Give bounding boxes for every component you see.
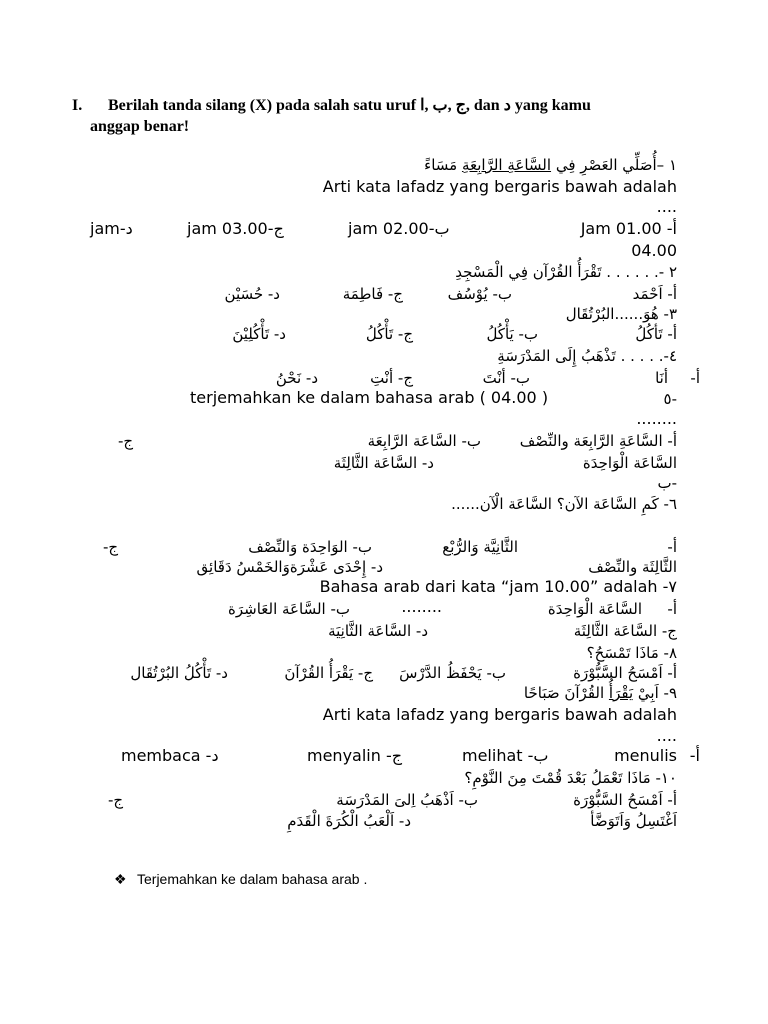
q10-option-d: د- اَلْعَبُ الْكُرَةَ الْقَدَمِ bbox=[287, 812, 411, 830]
q1-option-b: jam 02.00-ب bbox=[348, 219, 450, 238]
q5-number: -٥ bbox=[663, 390, 677, 408]
q5-dots: ........ bbox=[636, 409, 677, 428]
q6-option-c-continued: الثَّالِثَة والنِّصْف bbox=[588, 558, 677, 576]
q2-option-a: أ- اَحْمَد bbox=[632, 285, 677, 303]
q7-option-b: ب- السَّاعَة العَاشِرَة bbox=[228, 600, 350, 618]
q1-underlined: السَّاعَةِ الرَّابِعَةِ bbox=[461, 156, 552, 174]
q4-option-b: ب- أنْتَ bbox=[482, 369, 530, 387]
q4-option-c: ج- أنْتِ bbox=[370, 369, 413, 387]
q9-option-b: melihat -ب bbox=[462, 746, 549, 765]
q7-text: Bahasa arab dari kata “jam 10.00” adalah -٧ bbox=[319, 577, 677, 596]
q2-option-c: ج- فَاطِمَة bbox=[342, 285, 403, 303]
q1-suffix: مَسَاءً bbox=[424, 156, 462, 174]
q8-option-a: أ- اَمْسَحُ السَّبُّوْرَة bbox=[573, 664, 677, 682]
q1-option-d: jam-د bbox=[90, 219, 133, 238]
q7-dots: ........ bbox=[401, 597, 442, 616]
q5-option-c: -ج bbox=[118, 432, 134, 450]
q1-dots: .... bbox=[656, 197, 677, 216]
q5-option-a: أ- السَّاعَةِ الرَّابِعَة والنِّصْف bbox=[519, 432, 677, 450]
q10-option-a: أ- اَمْسَحُ السَّبُّوْرَة bbox=[573, 791, 677, 809]
instruction-line-2: anggap benar! bbox=[90, 118, 190, 135]
footer-instruction: Terjemahkan ke dalam bahasa arab . bbox=[137, 871, 368, 887]
q1-option-c: jam 03.00-ج bbox=[187, 219, 284, 238]
q5-option-b: ب- السَّاعَة الرَّابِعَة bbox=[367, 432, 481, 450]
q1-prefix: ١ –أُصَلِّي العَصْرِ فِي bbox=[551, 156, 677, 174]
q10-option-c-continued: اَغْتَسِلُ وَاَتَوَضَّأ bbox=[590, 812, 677, 830]
q1-option-a: Jam 01.00 -أ bbox=[580, 219, 677, 238]
q10-option-c: -ج bbox=[108, 791, 124, 809]
instruction-line-1: Berilah tanda silang (X) pada salah satu uruf ج ,ب ,ا, dan د yang kamu bbox=[108, 97, 591, 114]
q4-marker: أ- bbox=[690, 369, 700, 387]
q9-prefix: ٩- اَبِيْ bbox=[633, 684, 677, 702]
q4-text: ٤-. . . . . تَذْهَبُ إِلَى المَدْرَسَةِ bbox=[497, 347, 677, 365]
q5-option-c-continued: السَّاعَة الْوَاحِدَة bbox=[582, 454, 677, 472]
q8-option-b: ب- يَحْفَظُ الدَّرْسَ bbox=[399, 664, 506, 682]
q3-text: ٣- هُوَ......البُرْتُقَال bbox=[565, 305, 677, 323]
q2-option-d: د- حُسَيْن bbox=[224, 285, 280, 303]
q7-option-d: د- السَّاعَة الثَّانِيَة bbox=[328, 622, 428, 640]
q6-option-c: -ج bbox=[103, 538, 119, 556]
q9-dots: .... bbox=[656, 726, 677, 745]
q9-suffix: القُرْآنَ صَبَاحًا bbox=[523, 684, 609, 702]
q9-option-d: membaca -د bbox=[121, 746, 219, 765]
q3-option-c: ج- تَأْكُلُ bbox=[365, 325, 413, 343]
q5-option-b-marker: -ب bbox=[657, 474, 677, 492]
footer-bullet-icon: ❖ bbox=[114, 871, 127, 887]
q5-option-d: د- السَّاعَة الثَّالِثَة bbox=[333, 454, 434, 472]
q4-option-d: د- نَحْنُ bbox=[275, 369, 318, 387]
q9-option-a: menulis bbox=[614, 746, 677, 765]
q6-option-a-marker: أ- bbox=[667, 538, 677, 556]
q10-option-b: ب- اَذْهَبُ اِلىَ المَدْرَسَة bbox=[336, 791, 478, 809]
q6-option-a: الثَّانِيَّة وَالرُّبْع bbox=[442, 538, 518, 556]
q1-option-d-continued: 04.00 bbox=[631, 241, 677, 260]
q5-text: terjemahkan ke dalam bahasa arab ( 04.00 ) bbox=[190, 388, 549, 407]
q6-text: ٦- كَمِ السَّاعَة الآن؟ السَّاعَة الْآن...... bbox=[451, 495, 677, 513]
q2-option-b: ب- يُوْسُف bbox=[447, 285, 512, 303]
q7-option-c: ج- السَّاعَة الثَّالِثَة bbox=[573, 622, 677, 640]
q9-text bbox=[524, 683, 677, 703]
q1-text bbox=[424, 155, 677, 175]
q8-text: ٨- مَاذَا تَمْسَحُ؟ bbox=[586, 644, 677, 662]
section-number: I. bbox=[72, 97, 83, 114]
q9-prompt: Arti kata lafadz yang bergaris bawah adalah bbox=[322, 705, 677, 724]
q9-option-c: menyalin -ج bbox=[307, 746, 403, 765]
q3-option-a: أ- تَأكُلُ bbox=[635, 325, 677, 343]
q9-underlined: يَقْرَأُ bbox=[608, 684, 634, 702]
q1-prompt: Arti kata lafadz yang bergaris bawah adalah bbox=[322, 177, 677, 196]
q8-option-c: ج- يَقْرَأُ القُرْآنَ bbox=[284, 664, 373, 682]
q7-option-a-marker: أ- bbox=[667, 600, 677, 618]
q6-option-d: د- إِحْدَى عَشْرَةوَالخَمْسُ دَقَائِق bbox=[196, 558, 383, 576]
q6-option-b: ب- الوَاحِدَة وَالنِّصْف bbox=[248, 538, 372, 556]
q3-option-d: د- تَأْكُلِيْنَ bbox=[232, 325, 286, 343]
q8-option-d: د- تَأْكُلُ البُرْتُقَال bbox=[130, 664, 228, 682]
q2-text: ٢ -. . . . . . تَقْرَأُ القُرْآن فِي الْمَسْجِدِ bbox=[455, 263, 677, 281]
q10-text: ١٠- مَاذَا تَعْمَلُ بَعْدَ قُمْتَ مِنَ النَّوْمِ؟ bbox=[464, 769, 677, 787]
q9-option-a-marker: -أ bbox=[689, 746, 700, 765]
q4-option-a: أنَا bbox=[655, 369, 668, 387]
q3-option-b: ب- يَأْكُلُ bbox=[486, 325, 538, 343]
q7-option-a: السَّاعَة الْوَاحِدَة bbox=[547, 600, 642, 618]
